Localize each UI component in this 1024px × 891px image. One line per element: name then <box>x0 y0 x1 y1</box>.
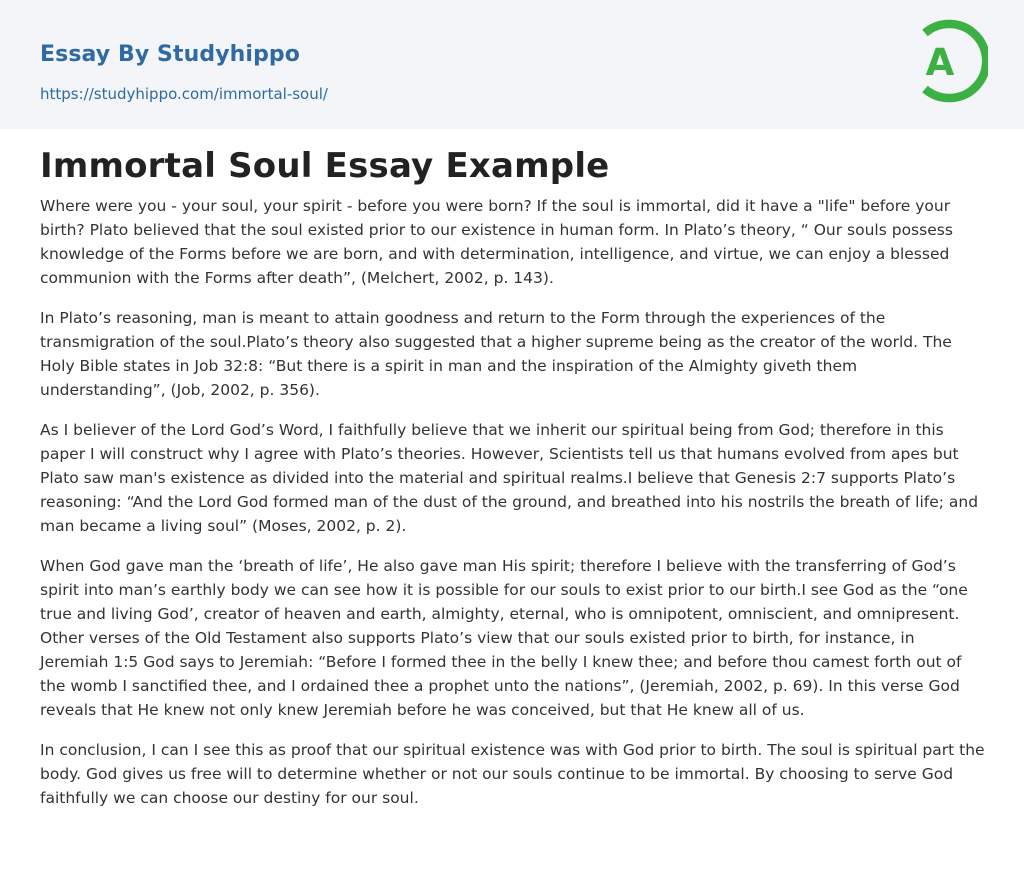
paragraph: Where were you - your soul, your spirit - before you were born? If the soul is immortal, did it have a "life" before your birth? Plato believed that the soul existed prior to our existence in human form. In Plato’s theory, “ Our souls possess knowledge of the Forms before we are born, and with determination, intelligence, and virtue, we can enjoy a blessed communion with the Forms after death”, (Melchert, 2002, p. 143). <box>40 197 953 287</box>
paragraph: In conclusion, I can I see this as proof that our spiritual existence was with God prior to birth. The soul is spiritual part the body. God gives us free will to determine whether or not our souls continue to be immortal. By choosing to serve God faithfully we can choose our destiny for our soul. <box>40 741 985 807</box>
studyhippo-logo-icon[interactable] <box>910 18 988 106</box>
site-header <box>0 0 1024 129</box>
paragraph: In Plato’s reasoning, man is meant to attain goodness and return to the Form through the experiences of the transmigration of the soul.Plato’s theory also suggested that a higher supreme being as the creator of the world. The Holy Bible states in Job 32:8: “But there is a spirit in man and the inspiration of the Almighty giveth them understanding”, (Job, 2002, p. 356). <box>40 309 952 399</box>
paragraph: As I believer of the Lord God’s Word, I faithfully believe that we inherit our spiritual being from God; therefore in this paper I will construct why I agree with Plato’s theories. However, Scientists tell us that humans evolved from apes but Plato saw man's existence as divided into the material and spiritual realms.I believe that Genesis 2:7 supports Plato’s reasoning: “And the Lord God formed man of the dust of the ground, and breathed into his nostrils the breath of life; and man became a living soul” (Moses, 2002, p. 2). <box>40 421 979 535</box>
brand-title[interactable]: Essay By Studyhippo <box>40 42 300 67</box>
essay-body <box>40 194 986 826</box>
paragraph: When God gave man the ‘breath of life’, He also gave man His spirit; therefore I believe with the transferring of God’s spirit into man’s earthly body we can see how it is possible for our souls to exist prior to our birth.I see God as the “one true and living God’, creator of heaven and earth, almighty, eternal, who is omnipotent, omniscient, and omnipresent. Other verses of the Old Testament also supports Plato’s view that our souls existed prior to birth, for instance, in Jeremiah 1:5 God says to Jeremiah: “Before I formed thee in the belly I knew thee; and before thou camest forth out of the womb I sanctified thee, and I ordained thee a prophet unto the nations”, (Jeremiah, 2002, p. 69). In this verse God reveals that He knew not only knew Jeremiah before he was conceived, but that He knew all of us. <box>40 557 968 719</box>
source-url-link[interactable]: https://studyhippo.com/immortal-soul/ <box>40 85 328 103</box>
page-title: Immortal Soul Essay Example <box>40 146 610 186</box>
logo-letter: A <box>925 41 955 84</box>
